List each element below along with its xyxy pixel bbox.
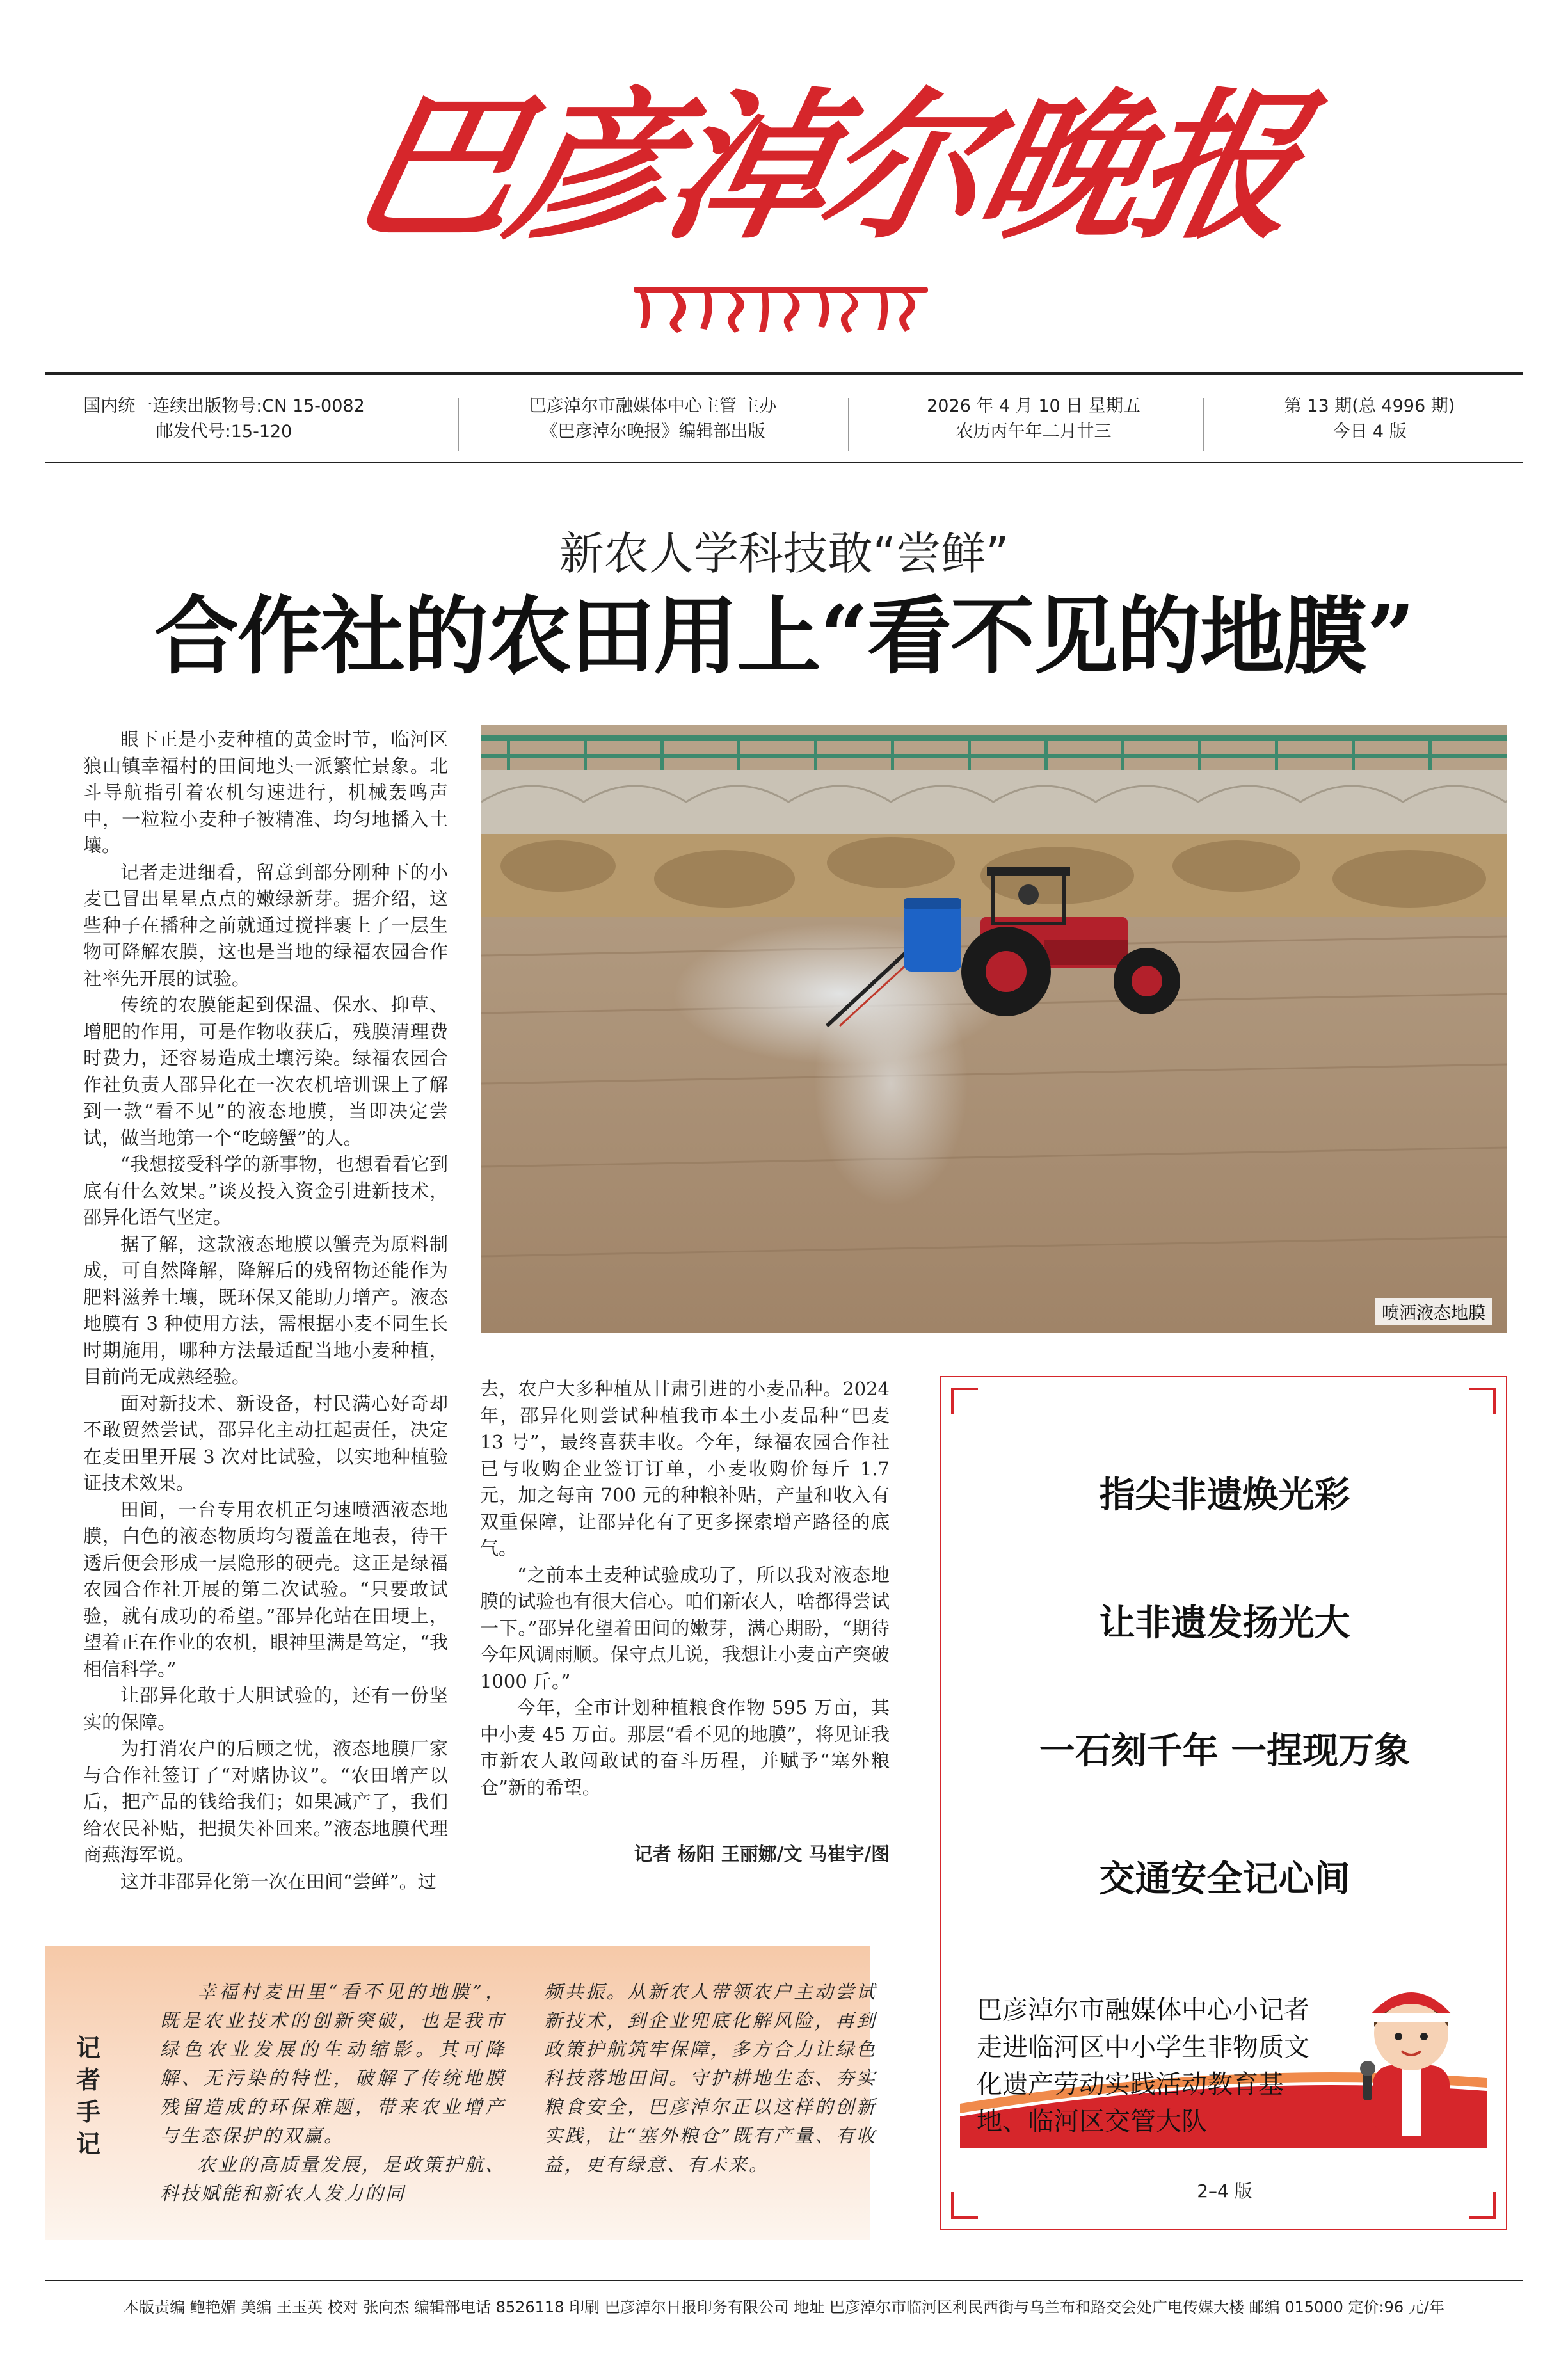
masthead-rule — [45, 372, 1523, 375]
article-photo — [481, 725, 1507, 1333]
promo-banner-text: 巴彦淖尔市融媒体中心小记者走进临河区中小学生非物质文化遗产劳动实践活动教育基地、临河区交管大队 — [977, 1996, 1309, 2136]
info-divider — [848, 398, 849, 451]
postal-code: 邮发代号:15-120 — [156, 422, 292, 442]
footer-rule — [45, 2280, 1523, 2281]
paragraph: 传统的农膜能起到保温、保水、抑草、增肥的作用，可是作物收获后，残膜清理费时费力，还容易造成土壤污染。绿福农园合作社负责人邵异化在一次农机培训课上了解到一款“看不见”的液态地膜，当即决定尝试，做当地第一个“吃螃蟹”的人。 — [83, 994, 448, 1149]
notes-label: 记者手记 — [76, 2034, 100, 2158]
article-headline: 合作社的农田用上“看不见的地膜” — [154, 587, 1414, 686]
issue-number — [1219, 394, 1520, 454]
notes-paragraph: 幸福村麦田里“看不见的地膜”，既是农业技术的创新突破，也是我市绿色农业发展的生动缩影。其可降解、无污染的特性，破解了传统地膜残留造成的环保难题，带来农业增产与生态保护的双赢。 — [160, 1981, 506, 2147]
tractor-field-illustration — [481, 725, 1507, 1333]
editor-line: 《巴彦淖尔晚报》编辑部出版 — [540, 422, 765, 442]
paragraph: 去，农户大多种植从甘肃引进的小麦品种。2024 年，邵异化则尝试种植我市本土小麦品种“巴麦 13 号”，最终喜获丰收。今年，绿福农园合作社已与收购企业签订订单，小麦收购价每斤 1.7 元，加之每亩 700 元的种粮补贴，产量和收入有双重保障，让邵异化有了更多探索增产路径的底气。 — [480, 1378, 890, 1559]
paragraph: 田间，一台专用农机正匀速喷洒液态地膜，白色的液态物质均匀覆盖在地表，待干透后便会形成一层隐形的硬壳。这正是绿福农园合作社开展的第二次试验。“只要敢试验，就有成功的希望。”邵异化站在田埂上，望着正在作业的农机，眼神里满是笃定，“我相信科学。” — [83, 1498, 448, 1680]
paragraph: “之前本土麦种试验成功了，所以我对液态地膜的试验也有很大信心。咱们新农人，啥都得尝试一下。”邵异化望着田间的嫩芽，满心期盼，“期待今年风调雨顺。保守点儿说，我想让小麦亩产突破 1000 斤。” — [480, 1564, 890, 1692]
promo-banner — [960, 1956, 1487, 2148]
article-kicker: 新农人学科技敢“尝鲜” — [559, 527, 1009, 580]
paragraph: 为打消农户的后顾之忧，液态地膜厂家与合作社签订了“对赌协议”。“农田增产以后，把产品的钱给我们；如果减产了，我们给农民补贴，把损失补回来。”液态地膜代理商燕海军说。 — [83, 1738, 448, 1866]
article-byline: 记者 杨阳 王丽娜/文 马崔宇/图 — [634, 1843, 890, 1865]
paragraph: “我想接受科学的新事物，也想看看它到底有什么效果。”谈及投入资金引进新技术，邵异化语气坚定。 — [83, 1153, 448, 1228]
masthead-logo: 巴彦淖尔晚报 — [338, 72, 1316, 260]
notes-paragraph: 频共振。从新农人带领农户主动尝试新技术，到企业兜底化解风险，再到政策护航筑牢保障，多方合力让绿色科技落地田间。守护耕地生态、夯实粮食安全，巴彦淖尔正以这样的创新实践，让“塞外粮仓”既有产量、有收益，更有绿意、有未来。 — [544, 1981, 877, 2175]
promo-title[interactable]: 交通安全记心间 — [1099, 1859, 1350, 1900]
photo-caption: 喷洒液态地膜 — [1375, 1298, 1492, 1325]
paragraph: 这并非邵异化第一次在田间“尝鲜”。过 — [120, 1870, 436, 1892]
info-divider — [1203, 398, 1204, 451]
paragraph: 让邵异化敢于大胆试验的，还有一份坚实的保障。 — [83, 1684, 448, 1733]
issue-count: 第 13 期(总 4996 期) — [1284, 396, 1455, 416]
notes-column-right — [544, 1978, 877, 2179]
info-divider — [458, 398, 459, 451]
reporter-mascot-icon — [1350, 1969, 1472, 2136]
paragraph: 面对新技术、新设备，村民满心好奇却不敢贸然尝试，邵异化主动扛起责任，决定在麦田里开展 3 次对比试验，以实地种植验证技术效果。 — [83, 1392, 448, 1494]
info-bar-rule — [45, 462, 1523, 463]
lunar-date: 农历丙午年二月廿三 — [956, 422, 1112, 442]
page-count: 今日 4 版 — [1332, 422, 1407, 442]
promo-title[interactable]: 让非遗发扬光大 — [1099, 1603, 1350, 1644]
reporter-notes — [45, 1946, 877, 2240]
notes-column-left — [160, 1978, 506, 2208]
footer-credits: 本版责编 鲍艳媚 美编 王玉英 校对 张向杰 编辑部电话 8526118 印刷 巴彦淖尔日报印务有限公司 地址 巴彦淖尔市临河区利民西街与乌兰布和路交会处广电传媒大楼 邮编 015000 定价:96 元/年 — [124, 2298, 1444, 2316]
publisher-info — [474, 394, 832, 454]
article-column-middle — [480, 1376, 890, 1843]
promo-box[interactable] — [940, 1376, 1507, 2230]
issue-date — [864, 394, 1203, 454]
cn-number: 国内统一连续出版物号:CN 15-0082 — [83, 396, 365, 416]
mongolian-script-logo — [627, 275, 934, 339]
promo-title[interactable]: 指尖非遗焕光彩 — [1099, 1475, 1350, 1516]
promo-page-reference: 2–4 版 — [1197, 2180, 1252, 2202]
promo-title[interactable]: 一石刻千年 一捏现万象 — [1039, 1731, 1411, 1772]
article-column-left — [83, 726, 448, 1917]
paragraph: 据了解，这款液态地膜以蟹壳为原料制成，可自然降解，降解后的残留物还能作为肥料滋养土壤，既环保又能助力增产。液态地膜有 3 种使用方法，需根据小麦不同生长时期施用，哪种方法最适配当地小麦种植，目前尚无成熟经验。 — [83, 1233, 448, 1388]
publisher-line: 巴彦淖尔市融媒体中心主管 主办 — [529, 396, 777, 416]
paragraph: 今年，全市计划种植粮食作物 595 万亩，其中小麦 45 万亩。那层“看不见的地膜”，将见证我市新农人敢闯敢试的奋斗历程，并赋予“塞外粮仓”新的希望。 — [480, 1697, 890, 1798]
gregorian-date: 2026 年 4 月 10 日 星期五 — [927, 396, 1140, 416]
notes-paragraph: 农业的高质量发展，是政策护航、科技赋能和新农人发力的同 — [160, 2154, 506, 2204]
paragraph: 眼下正是小麦种植的黄金时节，临河区狼山镇幸福村的田间地头一派繁忙景象。北斗导航指引着农机匀速进行，机械轰鸣声中，一粒粒小麦种子被精准、均匀地播入土壤。 — [83, 728, 448, 856]
publication-number — [45, 394, 403, 454]
paragraph: 记者走进细看，留意到部分刚种下的小麦已冒出星星点点的嫩绿新芽。据介绍，这些种子在播种之前就通过搅拌裹上了一层生物可降解农膜，这也是当地的绿福农园合作社率先开展的试验。 — [83, 861, 448, 989]
